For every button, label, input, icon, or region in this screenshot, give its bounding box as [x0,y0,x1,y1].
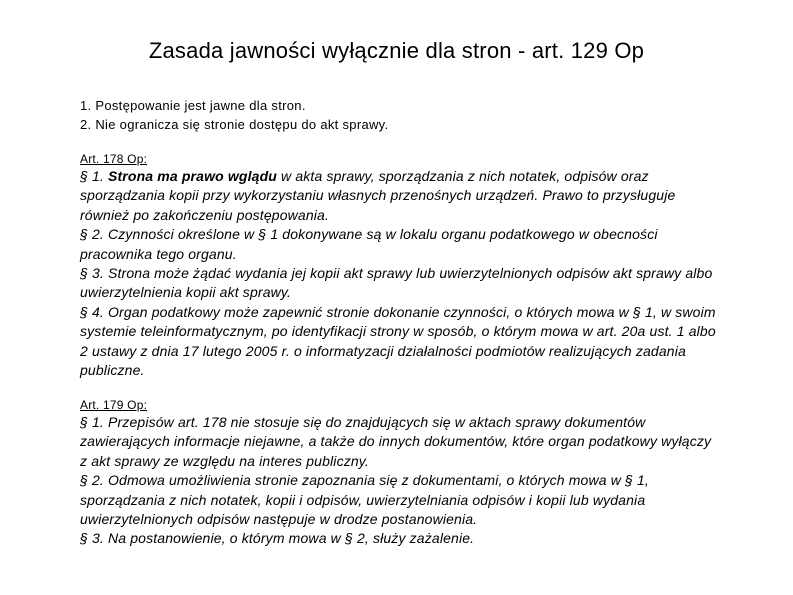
paragraph-1-emphasis: Strona ma prawo wglądu [108,168,277,184]
article-178-heading: Art. 178 Op: [80,152,148,166]
article-178-section [80,152,720,380]
article-179-paragraph-1: § 1. Przepisów art. 178 nie stosuje się do znajdujących się w aktach sprawy dokumentów zawierających informacje niejawne, a także do innych dokumentów, które organ podatkowy wyłączy z akt sprawy ze względu na interes publiczny. [80,414,712,469]
article-178-paragraph-3: § 3. Strona może żądać wydania jej kopii akt sprawy lub uwierzytelnionych odpisów akt sprawy albo uwierzytelnienia kopii akt sprawy. [80,265,713,301]
article-179-section [80,398,720,549]
article-179-paragraph-3: § 3. Na postanowienie, o którym mowa w § 2, służy zażalenie. [80,530,475,547]
page-title: Zasada jawności wyłącznie dla stron - art. 129 Op [148,38,645,63]
principles-list [80,96,388,134]
article-179-heading: Art. 179 Op: [80,398,148,412]
principle-item-1: 1. Postępowanie jest jawne dla stron. [80,98,306,113]
principle-item-2: 2. Nie ogranicza się stronie dostępu do akt sprawy. [80,117,389,132]
article-179-paragraph-2: § 2. Odmowa umożliwienia stronie zapoznania się z dokumentami, o których mowa w § 1, sporządzania z nich notatek, kopii i odpisów, uwierzytelniania odpisów i kopii lub wydania uwierzytelnionych odpisów następuje w drodze postanowienia. [80,472,649,528]
article-178-paragraph-2: § 2. Czynności określone w § 1 dokonywane są w lokalu organu podatkowego w obecności pracownika tego organu. [80,226,658,262]
paragraph-1-text: w akta sprawy, sporządzania z nich notatek, odpisów oraz sporządzania kopii przy wykorzystaniu własnych przenośnych urządzeń. Prawo to przysługuje również po zakończeniu postępowania. [80,168,676,223]
article-178-paragraph-1 [80,167,720,225]
paragraph-1-prefix: § 1. [80,168,108,184]
article-178-paragraph-4: § 4. Organ podatkowy może zapewnić stronie dokonanie czynności, o których mowa w § 1, w swoim systemie teleinformatycznym, po identyfikacji strony w sposób, o którym mowa w art. 20a ust. 1 albo 2 ustawy z dnia 17 lutego 2005 r. o informatyzacji działalności podmiotów realizujących zadania publiczne. [80,303,716,379]
